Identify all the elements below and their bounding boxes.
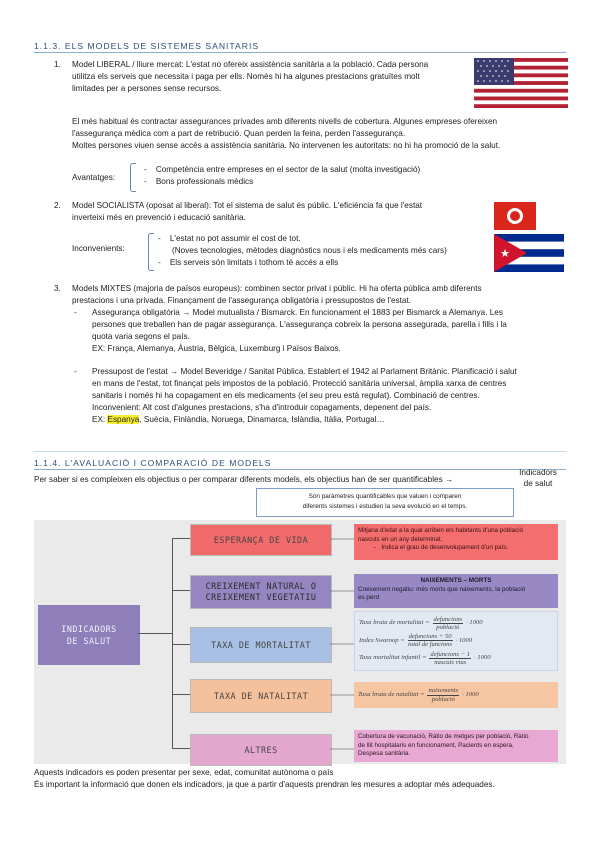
text-line: És important la informació que donen els indicadors, ja que a partir d'aquests prendran les mesures a adoptar més adequades.: [34, 779, 495, 789]
liberal-paragraph: [72, 116, 566, 152]
formula-mortalitat-infantil: Taxa mortalitat infantil = $\frac{\text{defuncions − 1}}{\text{nascuts vius}}$ · 1000: [359, 650, 491, 666]
text-line: Model LIBERAL / lliure mercat: L'estat no ofereix assistència sanitària a la població. Cada persona: [72, 60, 429, 69]
list-item: (Noves tecnologies, mètodes diagnòstics nous i els medicaments més cars): [172, 245, 447, 255]
list-item: - Bons professionals mèdics: [144, 176, 254, 186]
text-line: Moltes persones viuen sense accés a assistència sanitària. No intervenen les autoritats: no hi ha promoció de la salut.: [72, 140, 501, 150]
list-item: - Indica el grau de desenvolupament d'un país.: [374, 544, 509, 551]
connector-arrows: [330, 520, 356, 764]
indicadors-side-label: Indicadors de salut: [519, 468, 557, 489]
avantatges-list: [144, 164, 420, 188]
liberal-description: [72, 59, 468, 95]
connector-line: [172, 644, 190, 645]
text-line: utilitza els serveis que necessita i paga per ells. Només hi ha algunes prestacions gratuïtes molt: [72, 71, 420, 81]
list-item: - L'estat no pot assumir el cost de tot.: [158, 234, 301, 243]
connector-line: [172, 748, 190, 749]
section-title-models: 1.1.3. ELS MODELS DE SISTEMES SANITARIS: [34, 41, 260, 51]
text-line: Inconvenient: Alt cost d'algunes prestacions, s'ha d'introduir copagaments, depenent del país.: [92, 402, 432, 412]
formula-taxa-bruta-natalitat: Taxa bruta de natalitat = $\frac{\text{naixements}}{\text{població}}$ · 1000: [358, 687, 479, 703]
indicator-taxa-mortalitat: TAXA DE MORTALITAT: [190, 627, 332, 663]
brace: [148, 233, 154, 271]
indicator-creixement-natural: CREIXEMENT NATURAL O CREIXEMENT VEGETATIU: [190, 575, 332, 609]
inconvenients-list: [158, 233, 447, 269]
assegurança-block: [92, 307, 566, 355]
avantatges-label: Avantatges:: [72, 173, 116, 182]
text-line: Pressupost de l'estat → Model Beveridge / Sanitat Pública. Establert el 1942 al Parlament Britànic. Planificació i salut: [92, 367, 517, 376]
indicator-taxa-natalitat: TAXA DE NATALITAT: [190, 679, 332, 713]
bullet-dash: -: [74, 367, 77, 376]
list-item: - Els serveis són limitats i tothom té accés a ells: [158, 257, 339, 267]
formula-index-swaroop: Index Swaroop = $\frac{\text{defuncions + 50}}{\text{total de funcions}}$ · 1000: [359, 633, 472, 649]
cuba-flag-image: [494, 234, 564, 272]
text-line: Assegurança obligatòria → Model mutualista / Bismarck. En funcionament el 1883 per Bismarck a Alemanya. Les: [92, 308, 503, 317]
socialista-description: [72, 200, 488, 224]
text-line: sanitaris i només hi ha copagament en els medicaments (el seu preu està regulat). Combinació de centres.: [92, 390, 480, 400]
highlight-espanya: Espanya: [107, 414, 140, 424]
text-line: El més habitual és contractar assegurances privades amb diferents nivells de cobertura. Algunes empreses ofereixen: [72, 117, 498, 126]
text-line: en mans de l'estat, tot finançat pels impostos de la població. Protecció sanitària universal, àmplia xarxa de centres: [92, 378, 507, 388]
desc-esperanca-de-vida: Mitjana d'edat a la qual arriben els habitants d'una població nascuts en un any determinat. - Indica el grau de desenvolupament d'un país.: [354, 524, 558, 560]
section-divider: [34, 52, 566, 53]
connector-line: [172, 538, 190, 539]
desc-taxa-natalitat: [354, 682, 558, 708]
root-indicadors-de-salut: INDICADORS DE SALUT: [38, 605, 140, 665]
connector-line: [172, 694, 190, 695]
desc-taxa-mortalitat: [354, 611, 558, 671]
section-title-avaluacio: 1.1.4. L'AVALUACIÓ I COMPARACIÓ DE MODELS: [34, 458, 272, 468]
indicator-esperanca-de-vida: ESPERANÇA DE VIDA: [190, 524, 332, 556]
item-number-3: 3.: [54, 284, 61, 293]
connector-line: [138, 633, 172, 634]
definition-note: Són paràmetres quantificables que valuen i comparen diferents sistemes i estudien la seva evolució en el temps.: [256, 488, 514, 517]
text-line: Aquests indicadors es poden presentar per sexe, edat, comunitat autònoma o país: [34, 768, 334, 777]
text-line: EX: França, Alemanya, Àustria, Bèlgica, Luxemburg i Països Baixos.: [92, 343, 341, 353]
section-divider: [34, 469, 566, 470]
pressupost-block: [92, 366, 566, 425]
item-number-1: 1.: [54, 60, 61, 69]
text-line: inverteixi més en prevenció i educació sanitària.: [72, 212, 246, 222]
intro-text: Per saber si es compleixen els objectius o per comparar diferents models, els objectius han de ser quantificables →: [34, 475, 454, 484]
bullet-dash: -: [74, 308, 77, 317]
connector-line: [172, 590, 190, 591]
formula-taxa-bruta-mortalitat: Taxa bruta de mortalitat = $\frac{\text{defuncions}}{\text{població}}$ · 1000: [359, 615, 483, 632]
desc-creixement-natural: NAIXEMENTS – MORTS Creixement negatiu: més morts que naixements, la població es perd: [354, 574, 558, 608]
desc-altres: Cobertura de vacunació, Ràtio de metges per població, Ràtio de llit hospitalaris en funcionament, Pacients en espera, Despesa sanitària.: [354, 730, 558, 762]
usa-flag-image: [474, 58, 568, 108]
mixtes-description: [72, 283, 566, 307]
examples-line: EX: Espanya, Suècia, Finlàndia, Noruega, Dinamarca, Islàndia, Itàlia, Portugal…: [92, 414, 385, 424]
indicator-altres: ALTRES: [190, 734, 332, 766]
text-line: l'assegurança mèdica com a part de retribució. Quan perden la feina, perden l'assegurança.: [72, 128, 406, 138]
text-line: Model SOCIALISTA (oposat al liberal): Tot el sistema de salut és públic. L'eficiència fa que l'estat: [72, 201, 423, 210]
text-line: prestacions i una privada. Finançament de l'assegurança obligatòria i pressupostos de l'estat.: [72, 295, 412, 305]
list-item: - Competència entre empreses en el sector de la salut (molta investigació): [144, 165, 421, 174]
text-line: Models MIXTES (majoria de països europeus): combinen sector privat i públic. Hi ha oferta pública amb diferents: [72, 284, 482, 293]
inconvenients-label: Inconvenients:: [72, 244, 125, 253]
text-line: limitades per a persones sense recursos.: [72, 83, 222, 93]
item-number-2: 2.: [54, 201, 61, 210]
footer-notes: [34, 767, 566, 791]
brace: [130, 163, 136, 192]
text-line: quota varia segons el país.: [92, 331, 190, 341]
text-line: persones que treballen han de pagar assegurança. L'assegurança cobreix la persona assegurada, parella i fills i la: [92, 319, 507, 329]
vietnam-flag-image: [494, 202, 536, 230]
section-divider: [34, 451, 566, 452]
